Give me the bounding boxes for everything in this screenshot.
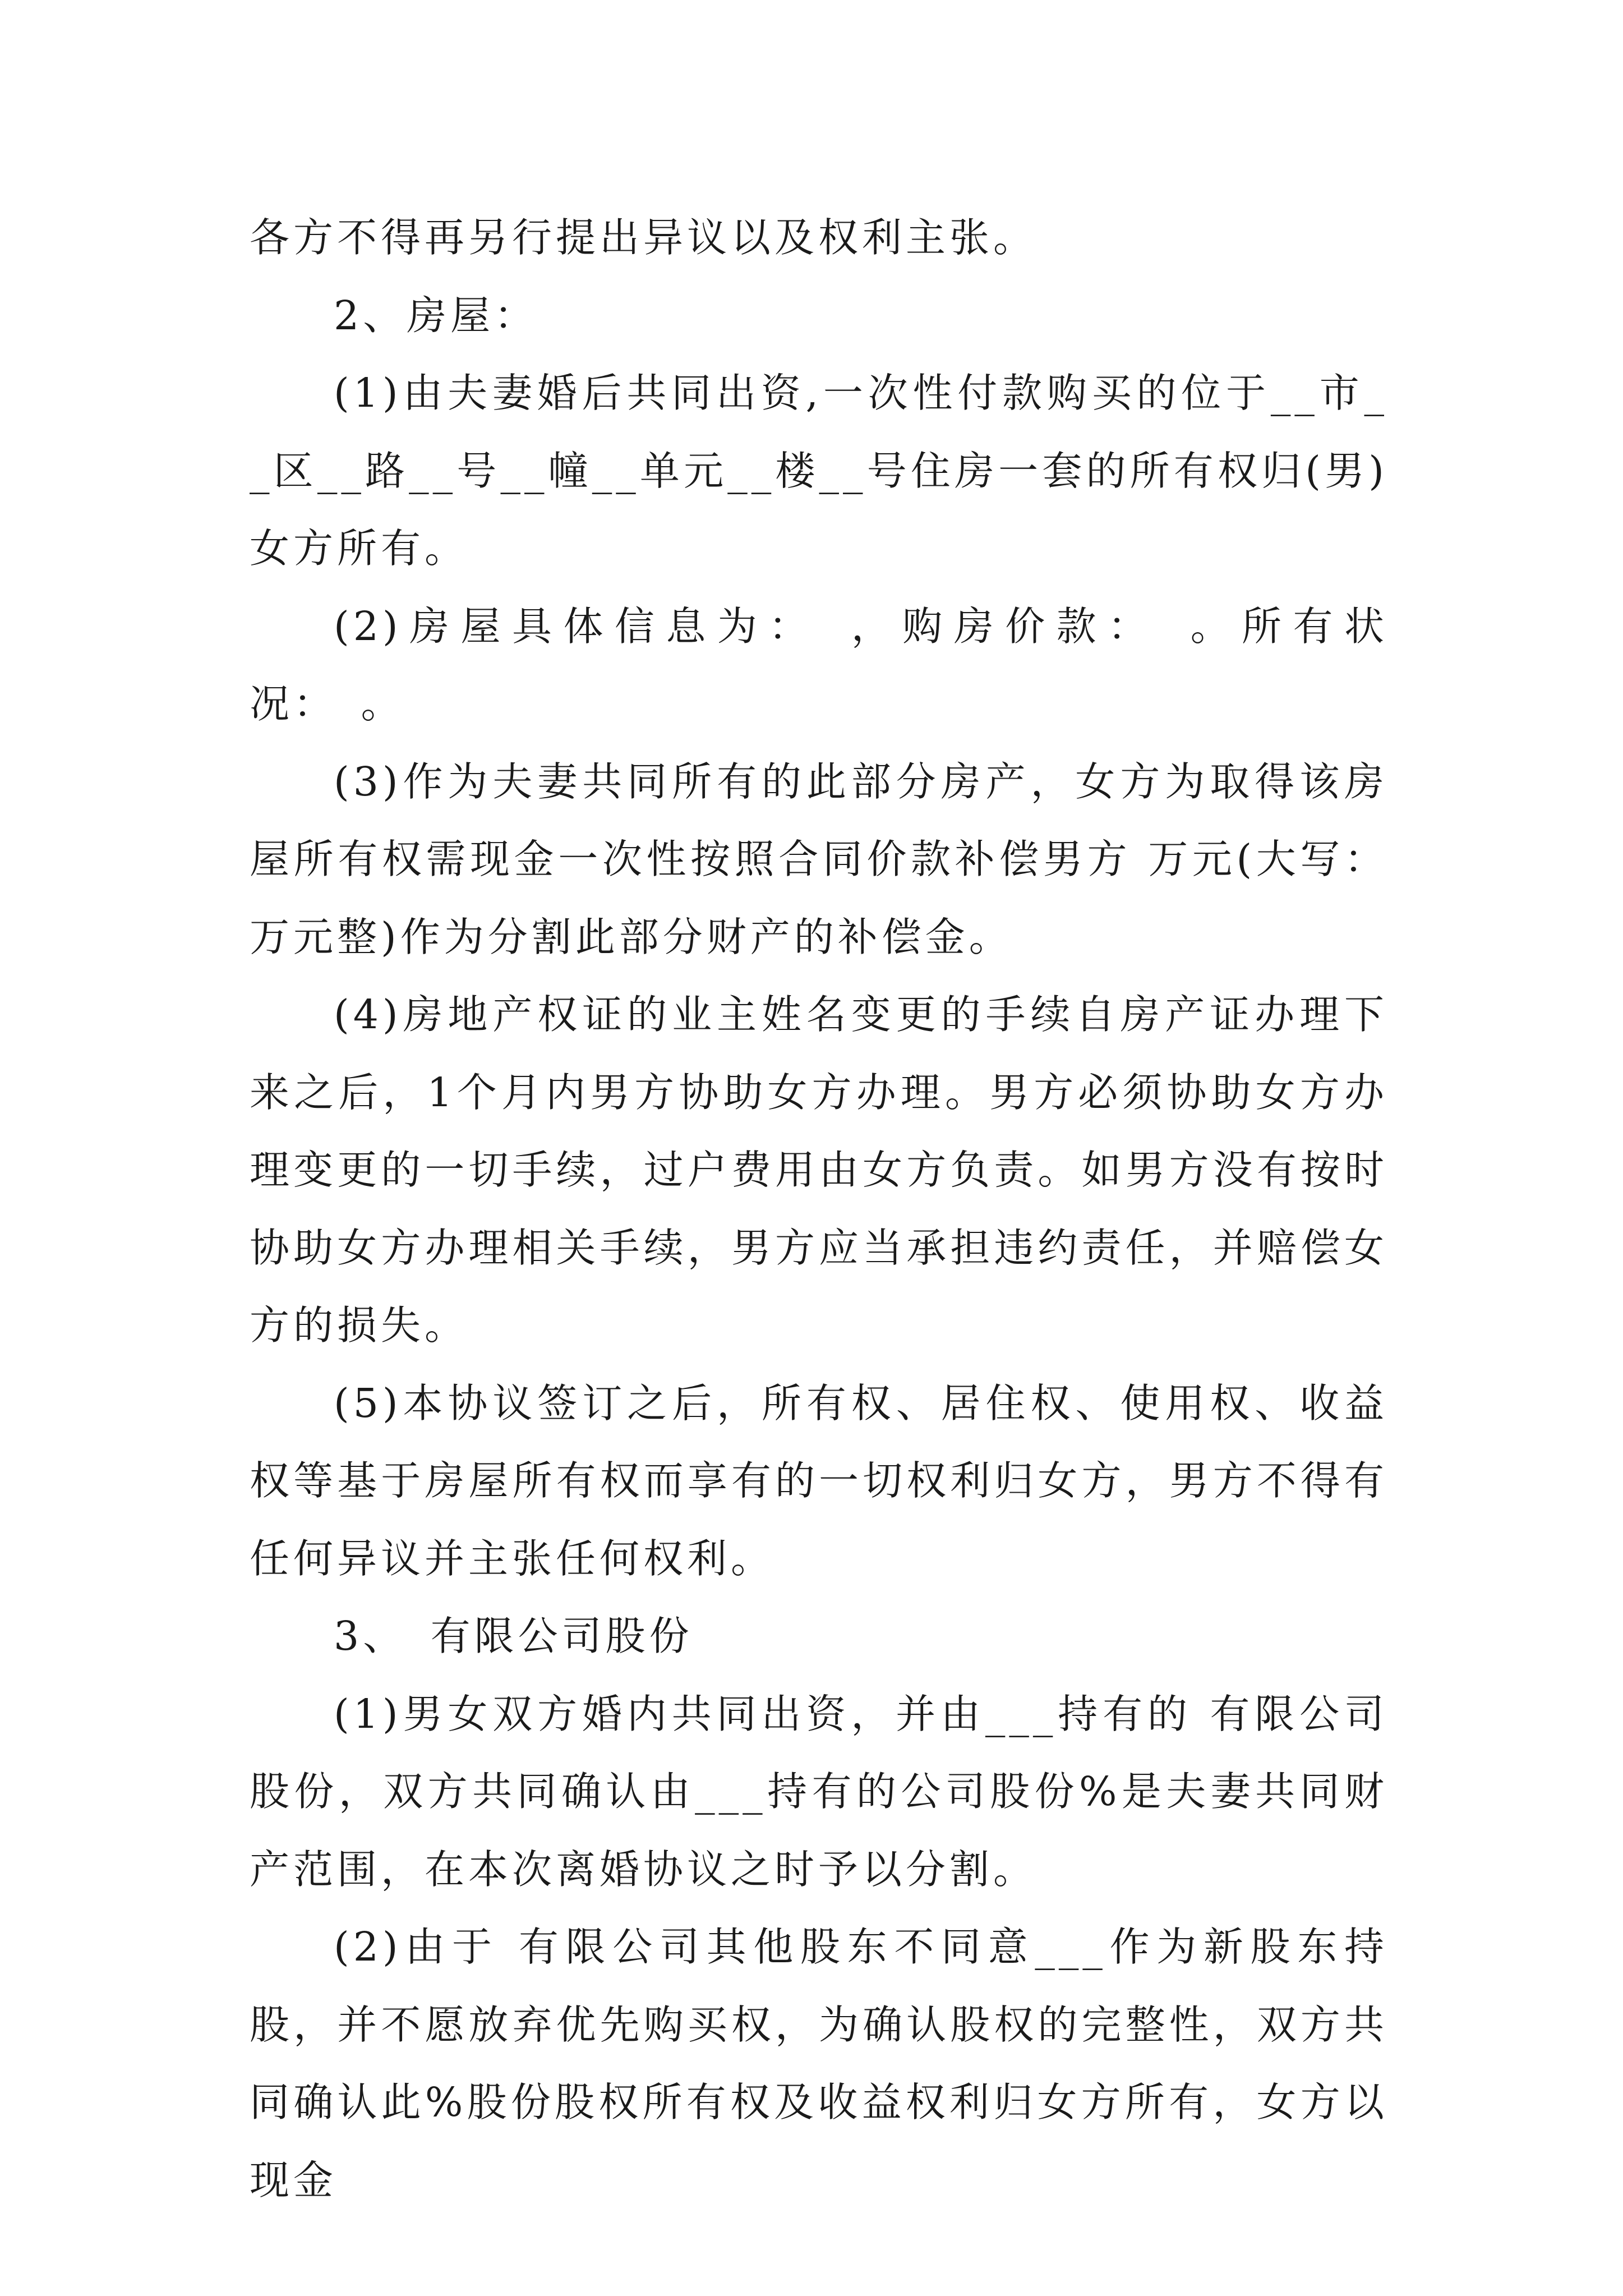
section-heading-housing: 2、房屋： [334,292,538,339]
clause-shares-1: (1)男女双方婚内共同出资，并由___持有的 有限公司股份，双方共同确认由___持有的公司股份%是夫妻共同财产范围，在本次离婚协议之时予以分割。 [250,1690,1388,1893]
clause-housing-3: (3)作为夫妻共同所有的此部分房产，女方为取得该房屋所有权需现金一次性按照合同价款补偿男方 万元(大写：万元整)作为分割此部分财产的补偿金。 [250,758,1388,960]
clause-housing-2: (2)房屋具体信息为： ，购房价款： 。所有状况： 。 [250,602,1388,727]
section-heading-company-shares: 3、 有限公司股份 [334,1613,693,1659]
paragraph-continuation: 各方不得再另行提出异议以及权利主张。 [250,214,1038,261]
clause-housing-5: (5)本协议签订之后，所有权、居住权、使用权、收益权等基于房屋所有权而享有的一切权利归女方，男方不得有任何异议并主张任何权利。 [250,1379,1388,1582]
clause-shares-2: (2)由于 有限公司其他股东不同意___作为新股东持股，并不愿放弃优先购买权，为确认股权的完整性，双方共同确认此%股份股权所有权及收益权利归女方所有，女方以现金 [250,1924,1388,2203]
document-body [250,199,1388,2219]
clause-housing-1: (1)由夫妻婚后共同出资,一次性付款购买的位于__市__区__路__号__幢__单元__楼__号住房一套的所有权归(男)女方所有。 [250,370,1388,572]
clause-housing-4: (4)房地产权证的业主姓名变更的手续自房产证办理下来之后，1个月内男方协助女方办理。男方必须协助女方办理变更的一切手续，过户费用由女方负责。如男方没有按时协助女方办理相关手续，男方应当承担违约责任，并赔偿女方的损失。 [250,991,1388,1349]
